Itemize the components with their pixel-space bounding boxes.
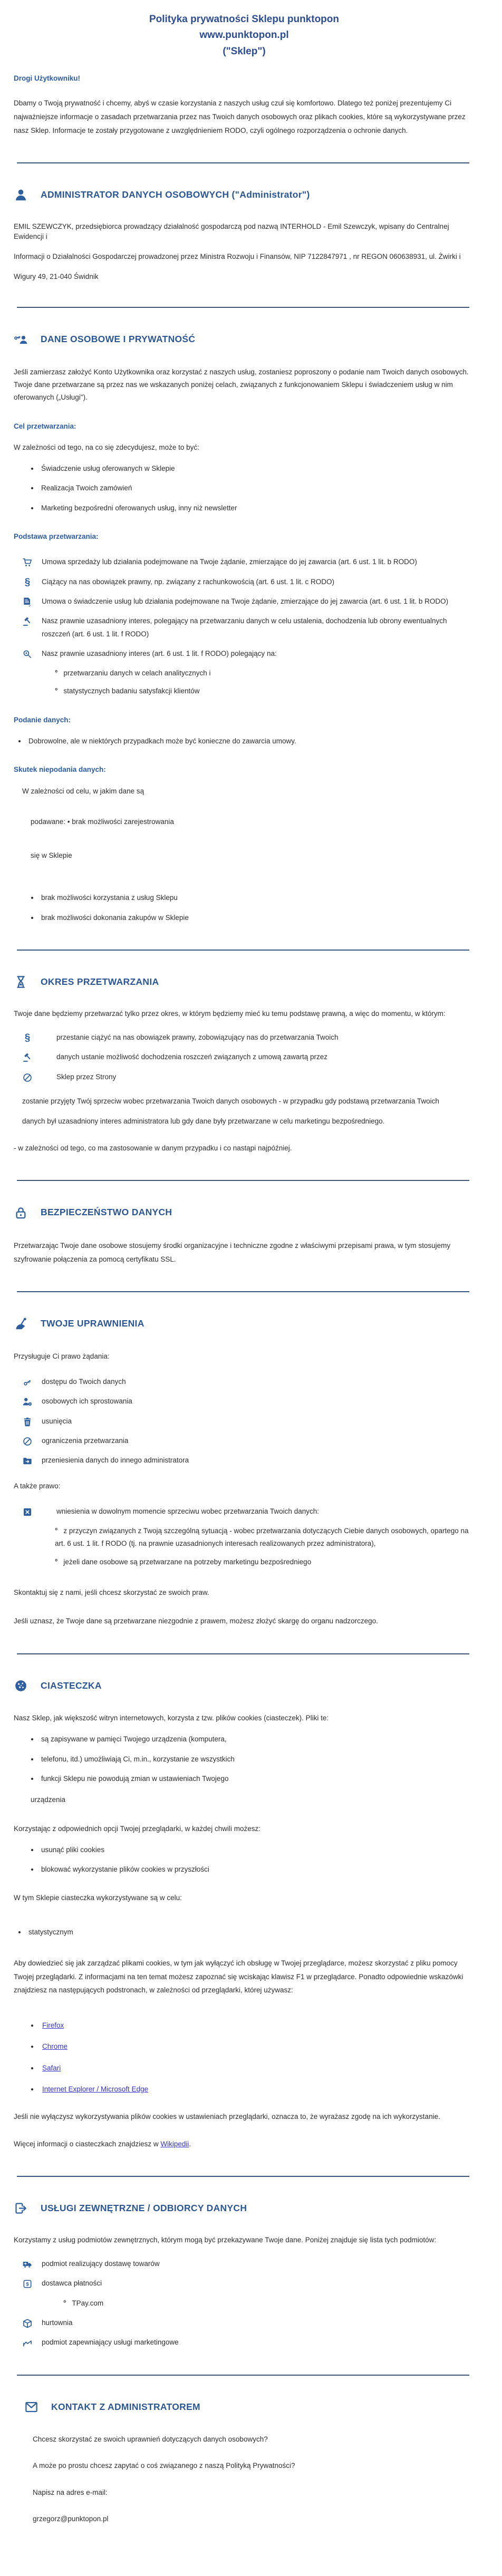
- list-item-text: hurtownia: [42, 2318, 73, 2327]
- lock-icon: [14, 1206, 28, 1220]
- cookies-browser-intro: Korzystając z odpowiednich opcji Twojej przeglądarki, w każdej chwili możesz:: [14, 1824, 260, 1833]
- list-item-text: przestanie ciążyć na nas obowiązek prawny, zobowiązujący nas do przetwarzania Twoich: [56, 1033, 339, 1042]
- folder-arrow-icon: [22, 1456, 33, 1466]
- list-item: • usunąć pliki cookies: [39, 1844, 475, 1856]
- list-item-text: Sklep przez Strony: [56, 1072, 117, 1081]
- truck-icon: [22, 2259, 33, 2270]
- basis-sublist: [55, 667, 475, 698]
- section-sign-icon: §: [24, 576, 31, 588]
- list-item-text: podmiot realizujący dostawę towarów: [42, 2260, 160, 2268]
- list-item-text: Nasz prawnie uzasadniony interes (art. 6 ust. 1 lit. f RODO) polegający na:: [42, 649, 277, 657]
- list-item: • blokować wykorzystanie plików cookies w przyszłości: [39, 1863, 475, 1876]
- trash-icon: [22, 1417, 33, 1427]
- contact-paragraph: A może po prostu chcesz zapytać o coś związanego z naszą Polityką Prywatności?: [33, 2462, 295, 2470]
- external-services-section-header: [14, 2200, 475, 2217]
- section-title: OKRES PRZETWARZANIA: [41, 976, 159, 987]
- section-title: BEZPIECZEŃSTWO DANYCH: [41, 1207, 172, 1218]
- effect-line: się w Sklepie: [31, 851, 72, 860]
- section-title: USŁUGI ZEWNĘTRZNE / ODBIORCY DANYCH: [41, 2203, 247, 2214]
- list-item: ° jeżeli dane osobowe są przetwarzane na potrzeby marketingu bezpośredniego: [55, 1556, 475, 1568]
- processing-period-list: [14, 1031, 475, 1083]
- contact-section-header: [14, 2399, 475, 2416]
- list-item: [14, 556, 475, 568]
- list-item-text: podmiot zapewniający usługi marketingowe: [42, 2338, 179, 2347]
- chrome-link[interactable]: Chrome: [42, 2042, 68, 2051]
- rights-contact-note: Skontaktuj się z nami, jeśli chcesz skorzystać ze swoich praw.: [14, 1588, 209, 1596]
- ie-edge-link[interactable]: Internet Explorer / Microsoft Edge: [42, 2085, 149, 2093]
- logout-icon: [14, 2201, 28, 2215]
- list-item: ° przetwarzaniu danych w celach analitycznych i: [55, 667, 475, 680]
- divider: [17, 1291, 469, 1292]
- x-square-icon: [22, 1507, 33, 1517]
- list-item: [14, 1031, 475, 1044]
- list-item: [14, 576, 475, 588]
- cookies-consent-paragraph: Jeśli nie wyłączysz wykorzystywania plików cookies w ustawieniach przeglądarki, oznacza to, że wyrażasz zgodę na ich wykorzystanie.: [14, 2113, 440, 2121]
- divider: [17, 162, 469, 163]
- key-person-icon: [14, 332, 28, 346]
- block-icon: [22, 1072, 33, 1083]
- your-rights-intro: Przysługuje Ci prawo żądania:: [14, 1352, 110, 1360]
- section-title: ADMINISTRATOR DANYCH OSOBOWYCH ("Administrator"): [41, 189, 310, 200]
- wikipedia-link[interactable]: Wikipedii: [160, 2139, 189, 2148]
- list-item: [14, 1395, 475, 1408]
- list-item: [14, 2277, 475, 2290]
- firefox-link[interactable]: Firefox: [42, 2021, 64, 2029]
- page-title-line3: ("Sklep"): [223, 45, 266, 57]
- administrator-section-header: [14, 187, 475, 204]
- envelope-icon: [24, 2400, 38, 2414]
- list-item: [39, 2040, 475, 2053]
- effect-line: W zależności od celu, w jakim dane są: [22, 787, 144, 795]
- basis-list: [14, 556, 475, 698]
- contact-paragraph: Chcesz skorzystać ze swoich uprawnień dotyczących danych osobowych?: [33, 2435, 268, 2444]
- list-item-text: dostawca płatności: [42, 2279, 102, 2288]
- administrator-paragraph: Wigury 49, 21-040 Świdnik: [14, 272, 99, 280]
- list-item: [39, 2062, 475, 2075]
- cookies-wiki-paragraph: [14, 2138, 475, 2151]
- block-icon: [22, 1436, 33, 1447]
- external-services-list: [14, 2258, 475, 2349]
- wiki-suffix: .: [189, 2139, 191, 2148]
- list-item: [14, 2317, 475, 2329]
- list-item: [14, 595, 475, 608]
- cookie-icon: [14, 1679, 28, 1693]
- list-item: • Realizacja Twoich zamówień: [39, 482, 475, 495]
- list-item: • brak możliwości dokonania zakupów w Sklepie: [39, 912, 475, 924]
- section-title: KONTAKT Z ADMINISTRATOREM: [51, 2401, 200, 2412]
- gavel-icon: [22, 616, 33, 627]
- wiki-prefix: Więcej informacji o ciasteczkach znajdziesz w: [14, 2139, 161, 2148]
- cookies-usage-list: [26, 1926, 475, 1939]
- external-services-intro: Korzystamy z usług podmiotów zewnętrznych, którym mogą być przekazywane Twoje dane. Poniżej znajduje się lista tych podmiotów:: [14, 2235, 437, 2244]
- list-item: • brak możliwości korzystania z usług Sklepu: [39, 892, 475, 904]
- list-item-text: usunięcia: [42, 1417, 72, 1425]
- purpose-label: Cel przetwarzania:: [14, 422, 76, 430]
- list-item-text: ograniczenia przetwarzania: [42, 1436, 129, 1445]
- list-item: ° statystycznych badaniu satysfakcji klientów: [55, 685, 475, 698]
- section-title: TWOJE UPRAWNIENIA: [41, 1318, 144, 1329]
- list-item-text: Umowa o świadczenie usług lub działania podejmowane na Twoje żądanie, zmierzające do jej zawarcia (art. 6 ust. 1 lit. b RODO): [42, 597, 449, 605]
- cookies-manage-paragraph: Aby dowiedzieć się jak zarządzać plikami cookies, w tym jak wyłączyć ich obsługę w Twojej przeglądarce, możesz skorzystać z pliku pomocy Twojej przeglądarki. Z informacjami na ten temat możesz zapoznać się wciskając klawisz F1 w przeglądarce. Ponadto odpowiednie wskazówki znajdziesz na następujących podstronach, w zależności od przeglądarki, której używasz:: [14, 1959, 464, 1994]
- list-item: [14, 1071, 475, 1083]
- contact-paragraph: Napisz na adres e-mail:: [33, 2488, 108, 2496]
- section-title: DANE OSOBOWE I PRYWATNOŚĆ: [41, 334, 196, 345]
- browser-links-list: [39, 2019, 475, 2096]
- cookies-browser-options: [39, 1844, 475, 1876]
- rights-request-list: [14, 1376, 475, 1467]
- objection-sublist: [55, 1525, 475, 1568]
- divider: [17, 307, 469, 308]
- list-item: [39, 2019, 475, 2032]
- greeting: Drogi Użytkowniku!: [14, 74, 81, 83]
- contact-body: [14, 2433, 475, 2525]
- list-item-text: Ciążący na nas obowiązek prawny, np. związany z rachunkowością (art. 6 ust. 1 lit. c RODO): [42, 577, 334, 586]
- list-item: • telefonu, itd.) umożliwiają Ci, m.in., korzystanie ze wszystkich: [39, 1753, 475, 1766]
- person-icon: [14, 188, 28, 202]
- personal-data-intro: Jeśli zamierzasz założyć Konto Użytkownika oraz korzystać z naszych usług, zostaniesz poproszony o podanie nam Twoich danych osobowych. Twoje dane przetwarzane są przez nas we wskazanych poniżej celach, związanych z funkcjonowaniem Sklepu i świadczeniem usług w nim oferowanych („Usługi").: [14, 367, 469, 402]
- list-item-text: Umowa sprzedaży lub działania podejmowane na Twoje żądanie, zmierzające do jej zawarcia (art. 6 ust. 1 lit. b RODO): [42, 558, 417, 566]
- list-item: • funkcji Sklepu nie powodują zmian w ustawieniach Twojego: [39, 1773, 475, 1785]
- intro-paragraph: Dbamy o Twoją prywatność i chcemy, abyś w czasie korzystania z naszych usług czuł się komfortowo. Dlatego też poniżej prezentujemy Ci najważniejsze informacje o zasadach przetwarzania przez nas Twoich danych osobowych oraz plikach cookies, które są wykorzystywane przez nasz Sklep. Informacje te zostały przygotowane z uwzględnieniem RODO, czyli ogólnego rozporządzenia o ochronie danych.: [14, 99, 466, 134]
- list-item: • Marketing bezpośredni oferowanych usług, inny niż newsletter: [39, 502, 475, 515]
- list-item: [14, 1435, 475, 1447]
- page-title-line2: www.punktopon.pl: [199, 30, 289, 41]
- list-item: [39, 2083, 475, 2096]
- list-item: ° TPay.com: [63, 2297, 475, 2310]
- divider: [17, 1653, 469, 1654]
- package-icon: [22, 2318, 33, 2329]
- payment-icon: [22, 2279, 33, 2289]
- list-item: [14, 647, 475, 660]
- divider: [17, 950, 469, 951]
- divider: [17, 1180, 469, 1181]
- basis-label: Podstawa przetwarzania:: [14, 532, 99, 541]
- cookies-usage-intro: W tym Sklepie ciasteczka wykorzystywane są w celu:: [14, 1894, 182, 1902]
- payment-sublist: [63, 2297, 475, 2310]
- processing-period-intro: Twoje dane będziemy przetwarzać tylko przez okres, w którym będziemy mieć ku temu podstawę prawną, a więc do momentu, w którym:: [14, 1009, 446, 1018]
- svg-text:$: $: [26, 2282, 29, 2288]
- purpose-list: [39, 462, 475, 515]
- page-title: [14, 12, 475, 60]
- contract-icon: [22, 597, 33, 607]
- cart-icon: [22, 557, 33, 568]
- list-item: [14, 1051, 475, 1063]
- effect-line: podawane: • brak możliwości zarejestrowania: [31, 817, 174, 826]
- list-item: • statystycznym: [26, 1926, 475, 1939]
- magnifier-icon: [22, 649, 33, 660]
- safari-link[interactable]: Safari: [42, 2064, 61, 2072]
- rights-complaint-note: Jeśli uznasz, że Twoje dane są przetwarzane niezgodnie z prawem, możesz złożyć skargę do organu nadzorczego.: [14, 1617, 378, 1625]
- list-item-text: dostępu do Twoich danych: [42, 1378, 126, 1386]
- list-item: • Dobrowolne, ale w niektórych przypadkach może być konieczne do zawarcia umowy.: [26, 735, 475, 748]
- objection-list: [14, 1505, 475, 1568]
- providing-label: Podanie danych:: [14, 715, 71, 724]
- list-item: ° z przyczyn związanych z Twoją szczególną sytuacją - wobec przetwarzania dotyczących Ciebie danych osobowych, opartego na art. 6 ust. 1 lit. f RODO (tj. na prawnie uzasadnionych interesach realizowanych przez administratora),: [55, 1525, 475, 1551]
- processing-period-section-header: [14, 974, 475, 991]
- cookies-file-list-continuation: urządzenia: [31, 1796, 66, 1804]
- processing-period-paragraph: - w zależności od tego, co ma zastosowanie w danym przypadku i co nastąpi najpóźniej.: [14, 1144, 292, 1153]
- list-item: [14, 1376, 475, 1388]
- effect-label: Skutek niepodania danych:: [14, 766, 106, 774]
- page-title-line1: Polityka prywatności Sklepu punktopon: [149, 14, 339, 25]
- list-item: [14, 2336, 475, 2349]
- list-item: • są zapisywane w pamięci Twojego urządzenia (komputera,: [39, 1733, 475, 1746]
- list-item: [14, 615, 475, 641]
- hourglass-icon: [14, 975, 28, 989]
- list-item: [14, 1454, 475, 1467]
- processing-period-paragraph: zostanie przyjęty Twój sprzeciw wobec przetwarzania Twoich danych osobowych - w przypadku gdy podstawą przetwarzania Twoich: [22, 1097, 439, 1106]
- chart-icon: [22, 2338, 33, 2348]
- list-item-text: danych ustanie możliwość dochodzenia roszczeń związanych z umową zawartą przez: [56, 1053, 327, 1061]
- divider: [17, 2375, 469, 2376]
- administrator-paragraph: Informacji o Działalności Gospodarczej prowadzonej przez Ministra Rozwoju i Finansów, NIP 7122847971 , nr REGON 060638931, ul. Żwirki i: [14, 253, 461, 261]
- list-item: • Świadczenie usług oferowanych w Sklepie: [39, 462, 475, 475]
- providing-list: [26, 735, 475, 748]
- cookies-intro: Nasz Sklep, jak większość witryn internetowych, korzysta z tzw. plików cookies (ciasteczek). Pliki te:: [14, 1714, 329, 1722]
- list-item-text: Nasz prawnie uzasadniony interes, polegający na przetwarzaniu danych w celu ustalenia, dochodzenia lub obrony ewentualnych roszczeń (art. 6 ust. 1 lit. f RODO): [42, 617, 447, 638]
- data-security-section-header: [14, 1204, 475, 1221]
- cookies-file-list: [39, 1733, 475, 1785]
- purpose-intro: W zależności od tego, na co się zdecydujesz, może to być:: [14, 443, 199, 451]
- data-security-body: Przetwarzając Twoje dane osobowe stosujemy środki organizacyjne i techniczne zgodne z właściwymi przepisami prawa, w tym stosujemy szyfrowanie połączenia za pomocą certyfikatu SSL.: [14, 1241, 451, 1263]
- list-item-text: wniesienia w dowolnym momencie sprzeciwu wobec przetwarzania Twoich danych:: [56, 1507, 319, 1515]
- contact-email: grzegorz@punktopon.pl: [33, 2514, 109, 2523]
- divider: [17, 2176, 469, 2177]
- effect-list: [39, 892, 475, 924]
- section-sign-icon: §: [24, 1032, 31, 1044]
- list-item: [14, 1415, 475, 1428]
- list-item-text: osobowych ich sprostowania: [42, 1397, 132, 1406]
- key-icon: [22, 1377, 33, 1388]
- list-item: [14, 1505, 475, 1518]
- raised-hand-icon: [14, 1316, 28, 1331]
- person-gear-icon: [22, 1397, 33, 1407]
- section-title: CIASTECZKA: [41, 1680, 102, 1691]
- processing-period-paragraph: danych był uzasadniony interes administratora lub gdy dane były przetwarzane w celu marketingu bezpośredniego.: [22, 1117, 385, 1125]
- personal-data-section-header: [14, 331, 475, 348]
- cookies-section-header: [14, 1678, 475, 1694]
- your-rights-section-header: [14, 1315, 475, 1332]
- administrator-paragraph: EMIL SZEWCZYK, przedsiębiorca prowadzący działalność gospodarczą pod nazwą INTERHOLD - Emil Szewczyk, wpisany do Centralnej Ewidencji i: [14, 222, 449, 241]
- list-item-text: przeniesienia danych do innego administratora: [42, 1456, 189, 1465]
- also-label: A także prawo:: [14, 1481, 61, 1490]
- list-item: [14, 2258, 475, 2270]
- gavel-icon: [22, 1052, 33, 1063]
